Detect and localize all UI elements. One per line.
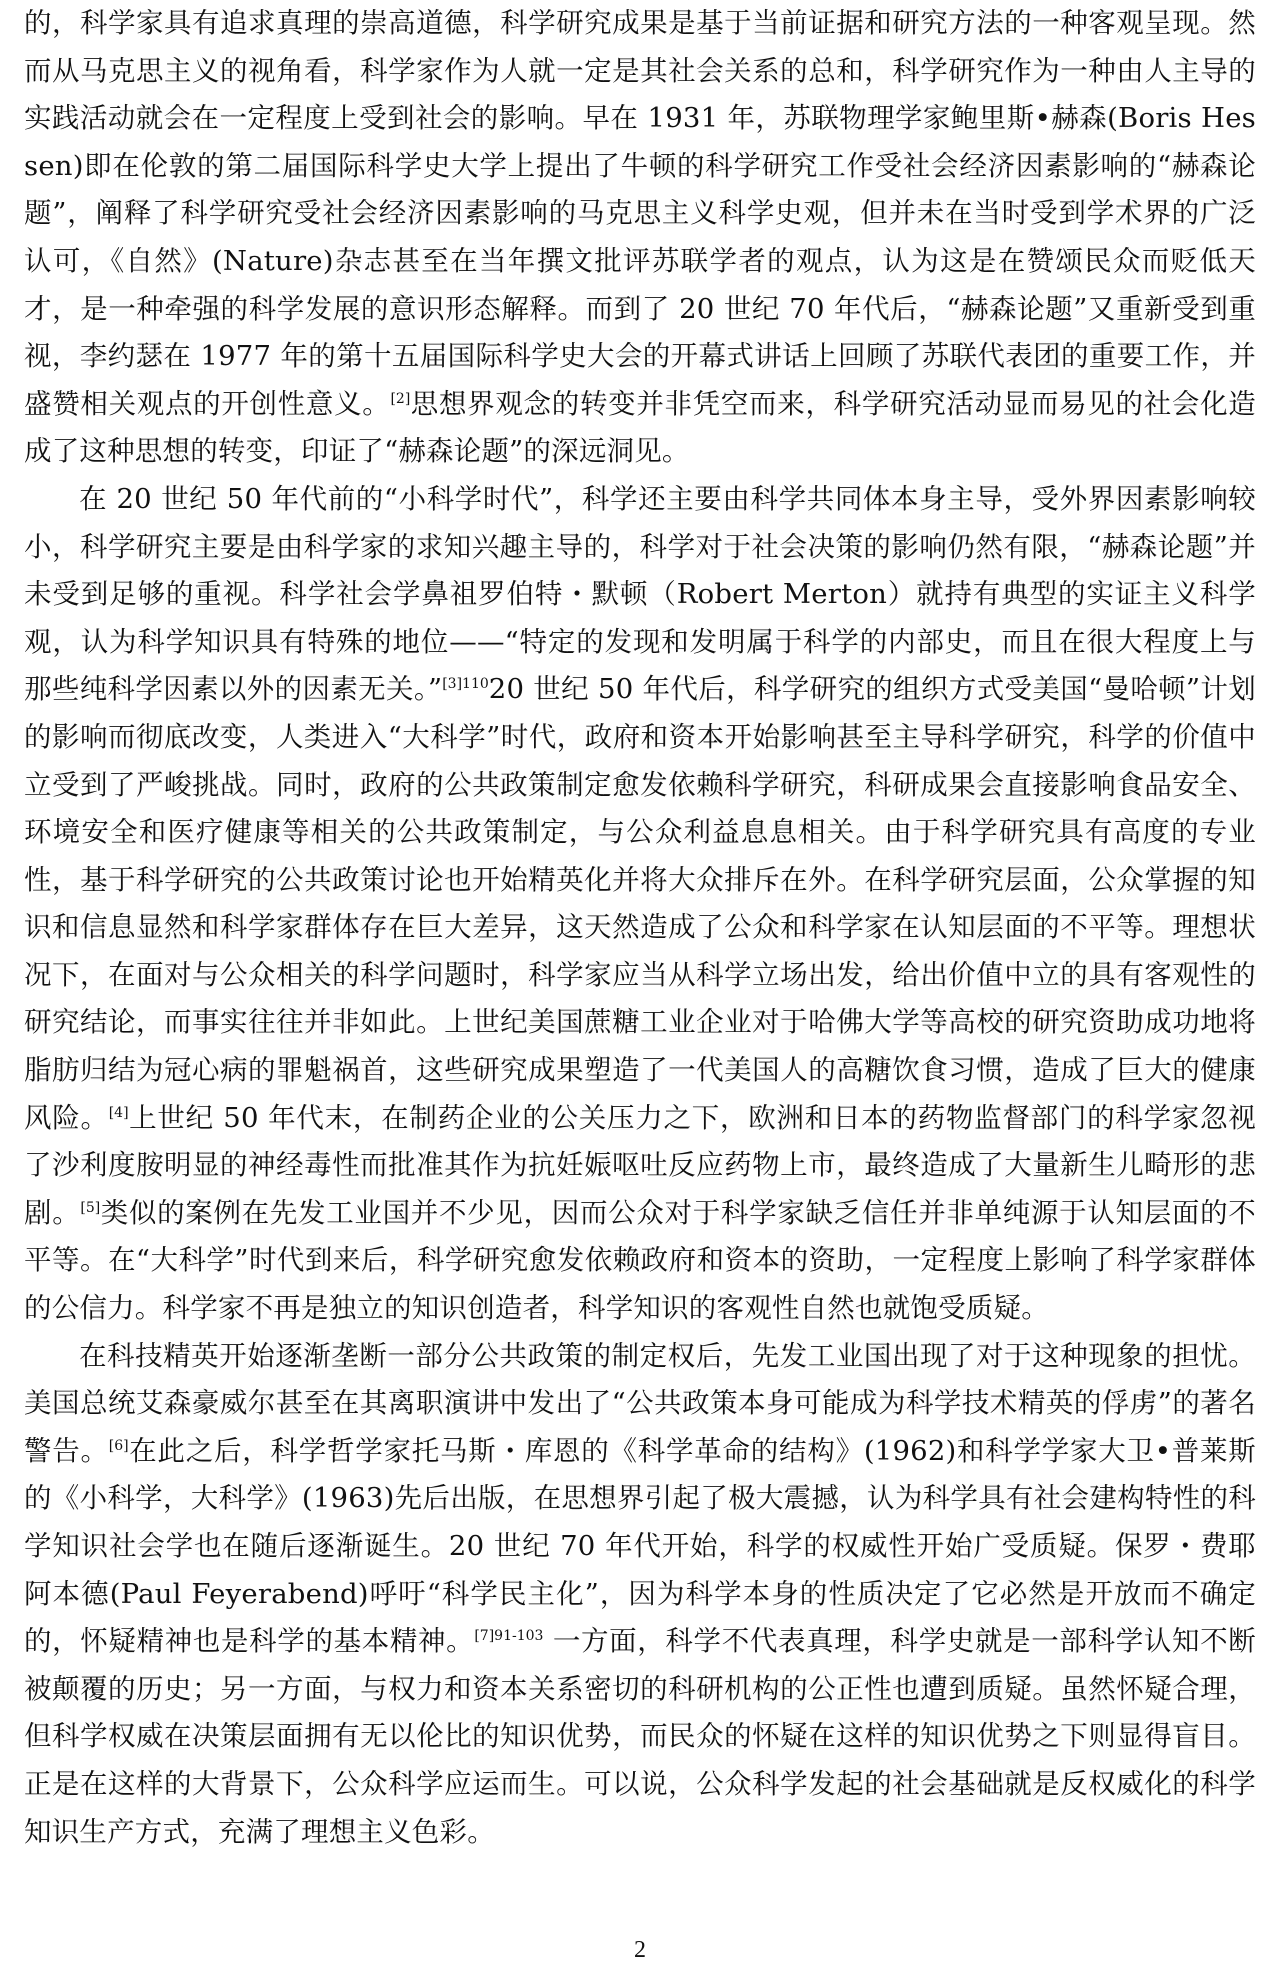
citation-ref: [4] (108, 1104, 129, 1121)
paragraph-text: 在 20 世纪 50 年代前的“小科学时代”，科学还主要由科学共同体本身主导，受外界因素影响较小，科学研究主要是由科学家的求知兴趣主导的，科学对于社会决策的影响仍然有限，“赫森论题”并未受到足够的重视。科学社会学鼻祖罗伯特・默顿（Robert Merton）就持有典型的实证主义科学观，认为科学知识具有特殊的地位——“特定的发现和发明属于科学的内部史，而且在很大程度上与那些纯科学因素以外的因素无关。” (24, 482, 1256, 706)
paragraph-text: 在科技精英开始逐渐垄断一部分公共政策的制定权后，先发工业国出现了对于这种现象的担忧。美国总统艾森豪威尔甚至在其离职演讲中发出了“公共政策本身可能成为科学技术精英的俘虏”的著名警告。 (24, 1339, 1256, 1467)
paragraph-text: 一方面，科学不代表真理，科学史就是一部科学认知不断被颠覆的历史；另一方面，与权力和资本关系密切的科研机构的公正性也遭到质疑。虽然怀疑合理，但科学权威在决策层面拥有无以伦比的知识优势，而民众的怀疑在这样的知识优势之下则显得盲目。正是在这样的大背景下，公众科学应运而生。可以说，公众科学发起的社会基础就是反权威化的科学知识生产方式，充满了理想主义色彩。 (24, 1625, 1256, 1848)
citation-ref: [5] (80, 1199, 101, 1216)
citation-ref: [3]110 (442, 676, 489, 693)
paragraph-text: 在此之后，科学哲学家托马斯・库恩的《科学革命的结构》(1962)和科学学家大卫•普莱斯的《小科学，大科学》(1963)先后出版，在思想界引起了极大震撼，认为科学具有社会建构特性的科学知识社会学也在随后逐渐诞生。20 世纪 70 年代开始，科学的权威性开始广受质疑。保罗・费耶阿本德(Paul Feyerabend)呼吁“科学民主化”，因为科学本身的性质决定了它必然是开放而不确定的，怀疑精神也是科学的基本精神。 (24, 1434, 1256, 1658)
body-text (24, 0, 1256, 1856)
paragraph (24, 0, 1256, 476)
citation-ref: [7]91-103 (474, 1628, 544, 1645)
paragraph-text: 的，科学家具有追求真理的崇高道德，科学研究成果是基于当前证据和研究方法的一种客观呈现。然而从马克思主义的视角看，科学家作为人就一定是其社会关系的总和，科学研究作为一种由人主导的实践活动就会在一定程度上受到社会的影响。早在 1931 年，苏联物理学家鲍里斯•赫森(Boris Hessen)即在伦敦的第二届国际科学史大学上提出了牛顿的科学研究工作受社会经济因素影响的“赫森论题”，阐释了科学研究受社会经济因素影响的马克思主义科学史观，但并未在当时受到学术界的广泛认可，《自然》(Nature)杂志甚至在当年撰文批评苏联学者的观点，认为这是在赞颂民众而贬低天才，是一种牵强的科学发展的意识形态解释。而到了 20 世纪 70 年代后，“赫森论题”又重新受到重视，李约瑟在 1977 年的第十五届国际科学史大会的开幕式讲话上回顾了苏联代表团的重要工作，并盛赞相关观点的开创性意义。 (24, 7, 1256, 420)
citation-ref: [6] (108, 1437, 129, 1454)
paragraph-text: 类似的案例在先发工业国并不少见，因而公众对于科学家缺乏信任并非单纯源于认知层面的不平等。在“大科学”时代到来后，科学研究愈发依赖政府和资本的资助，一定程度上影响了科学家群体的公信力。科学家不再是独立的知识创造者，科学知识的客观性自然也就饱受质疑。 (24, 1196, 1256, 1325)
paragraph (24, 1333, 1256, 1857)
paragraph-text: 上世纪 50 年代末，在制药企业的公关压力之下，欧洲和日本的药物监督部门的科学家忽视了沙利度胺明显的神经毒性而批准其作为抗妊娠呕吐反应药物上市，最终造成了大量新生儿畸形的悲剧。 (24, 1101, 1256, 1229)
document-page (24, 0, 1256, 1856)
page-number: 2 (634, 1937, 646, 1963)
paragraph (24, 476, 1256, 1333)
paragraph-text: 思想界观念的转变并非凭空而来，科学研究活动显而易见的社会化造成了这种思想的转变，印证了“赫森论题”的深远洞见。 (24, 387, 1256, 468)
paragraph-text: 20 世纪 50 年代后，科学研究的组织方式受美国“曼哈顿”计划的影响而彻底改变，人类进入“大科学”时代，政府和资本开始影响甚至主导科学研究，科学的价值中立受到了严峻挑战。同时，政府的公共政策制定愈发依赖科学研究，科研成果会直接影响食品安全、环境安全和医疗健康等相关的公共政策制定，与公众利益息息相关。由于科学研究具有高度的专业性，基于科学研究的公共政策讨论也开始精英化并将大众排斥在外。在科学研究层面，公众掌握的知识和信息显然和科学家群体存在巨大差异，这天然造成了公众和科学家在认知层面的不平等。理想状况下，在面对与公众相关的科学问题时，科学家应当从科学立场出发，给出价值中立的具有客观性的研究结论，而事实往往并非如此。上世纪美国蔗糖工业企业对于哈佛大学等高校的研究资助成功地将脂肪归结为冠心病的罪魁祸首，这些研究成果塑造了一代美国人的高糖饮食习惯，造成了巨大的健康风险。 (24, 673, 1256, 1134)
citation-ref: [2] (390, 390, 411, 407)
